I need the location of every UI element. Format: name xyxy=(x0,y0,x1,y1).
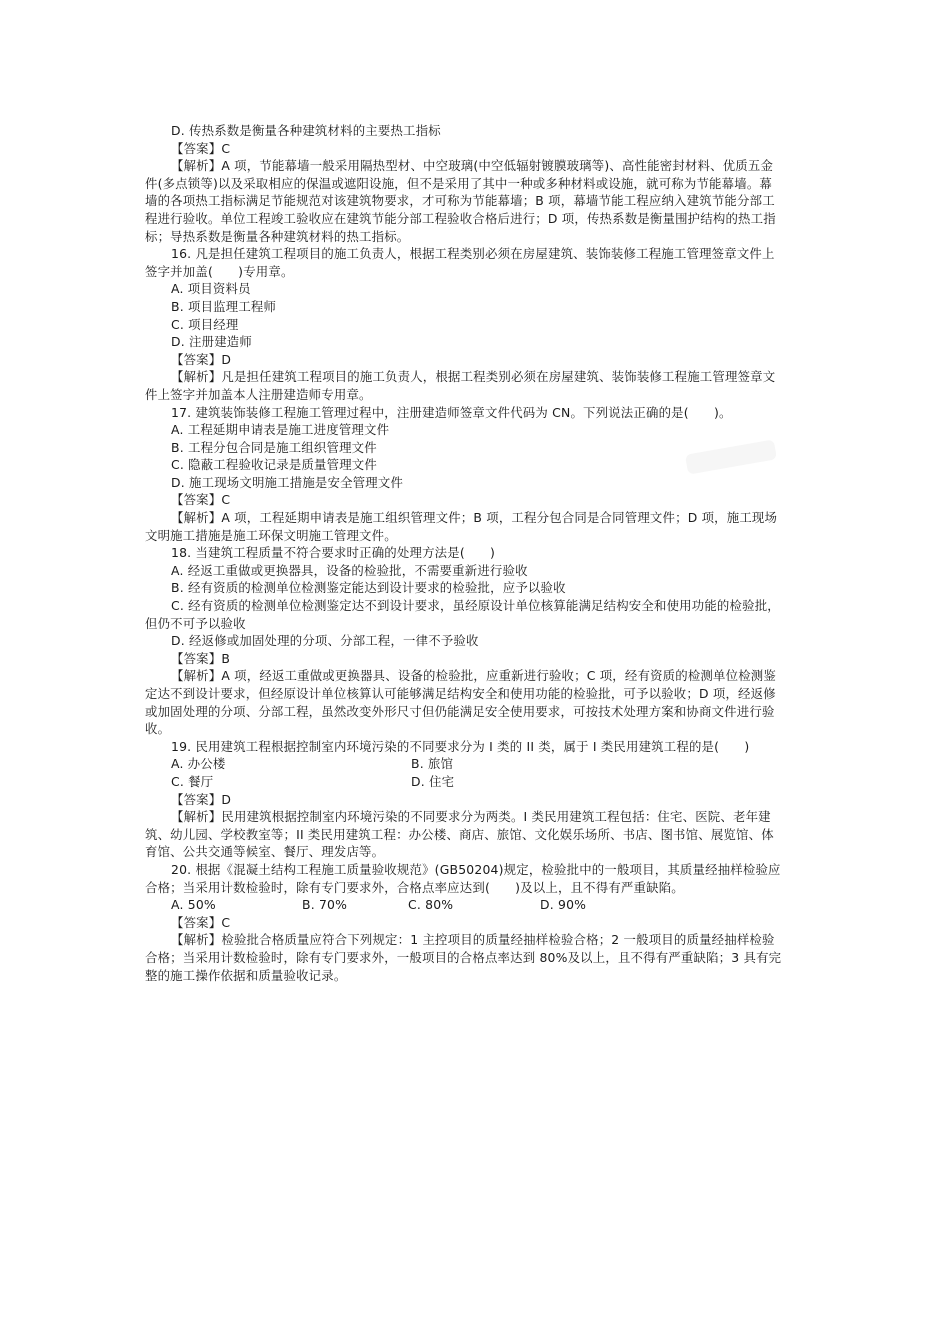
explanation-q15-line2: 件(多点锁等)以及采取相应的保温或遮阳设施，但不是采用了其中一种或多种材料或设施，就可称为节能幕墙。幕 xyxy=(145,175,773,191)
answer-q15: 【答案】C xyxy=(171,140,231,156)
answer-q20: 【答案】C xyxy=(171,914,231,930)
document-page xyxy=(145,122,810,984)
option-b-q18: B. 经有资质的检测单位检测鉴定能达到设计要求的检验批，应予以验收 xyxy=(171,580,566,596)
question-18: 18. 当建筑工程质量不符合要求时正确的处理方法是( ) xyxy=(171,545,496,561)
option-c-q18: C. 经有资质的检测单位检测鉴定达不到设计要求，虽经原设计单位核算能满足结构安全和使用功能的检验批， xyxy=(171,598,780,614)
explanation-q19-line2: 筑、幼儿园、学校教室等；II 类民用建筑工程：办公楼、商店、旅馆、文化娱乐场所、书店、图书馆、展览馆、体 xyxy=(145,826,774,842)
options-row-q20 xyxy=(145,896,810,914)
options-row2-q19 xyxy=(145,773,810,791)
option-a-q20: A. 50% xyxy=(171,897,216,913)
explanation-q15-line5: 标；导热系数是衡量各种建筑材料的热工指标。 xyxy=(145,228,410,244)
explanation-q20-line2: 合格；当采用计数检验时，除有专门要求外，一般项目的合格点率达到 80%及以上，且不得有严重缺陷；3 具有完 xyxy=(145,949,782,965)
question-17: 17. 建筑装饰装修工程施工管理过程中，注册建造师签章文件代码为 CN。下列说法正确的是( )。 xyxy=(171,404,732,420)
option-a-q18: A. 经返工重做或更换器具，设备的检验批，不需要重新进行验收 xyxy=(171,562,528,578)
explanation-q17: 【解析】A 项，工程延期申请表是施工组织管理文件；B 项，工程分包合同是合同管理文件；D 项，施工现场 xyxy=(171,510,778,526)
option-c-q19: C. 餐厅 xyxy=(171,773,214,789)
question-16-line2: 签字并加盖( )专用章。 xyxy=(145,263,294,279)
option-d-q15: D. 传热系数是衡量各种建筑材料的主要热工指标 xyxy=(171,123,441,138)
explanation-q15: 【解析】A 项，节能幕墙一般采用隔热型材、中空玻璃(中空低辐射镀膜玻璃等)、高性能密封材料、优质五金 xyxy=(171,158,774,174)
explanation-q15-line3: 墙的各项热工指标满足节能规范对该建筑物要求，才可称为节能幕墙；B 项，幕墙节能工程应纳入建筑节能分部工 xyxy=(145,193,775,209)
explanation-q20: 【解析】检验批合格质量应符合下列规定：1 主控项目的质量经抽样检验合格；2 一般项目的质量经抽样检验 xyxy=(171,932,775,948)
option-d-q18: D. 经返修或加固处理的分项、分部工程，一律不予验收 xyxy=(171,633,479,649)
explanation-q19: 【解析】民用建筑根据控制室内环境污染的不同要求分为两类。I 类民用建筑工程包括：住宅、医院、老年建 xyxy=(171,809,771,825)
options-row1-q19 xyxy=(145,755,810,773)
answer-q19: 【答案】D xyxy=(171,791,232,807)
option-c-q17: C. 隐蔽工程验收记录是质量管理文件 xyxy=(171,457,377,473)
explanation-q18-line2: 定达不到设计要求，但经原设计单位核算认可能够满足结构安全和使用功能的检验批，可予以验收；D 项，经返修 xyxy=(145,686,776,701)
question-20-line2: 合格；当采用计数检验时，除有专门要求外，合格点率应达到( )及以上，且不得有严重缺陷。 xyxy=(145,879,684,895)
option-d-q19: D. 住宅 xyxy=(411,773,455,789)
answer-q17: 【答案】C xyxy=(171,492,231,508)
explanation-q20-line3: 整的施工操作依据和质量验收记录。 xyxy=(145,967,347,983)
option-d-q17: D. 施工现场文明施工措施是安全管理文件 xyxy=(171,474,404,490)
option-b-q16: B. 项目监理工程师 xyxy=(171,298,277,314)
option-b-q17: B. 工程分包合同是施工组织管理文件 xyxy=(171,439,377,455)
option-a-q17: A. 工程延期申请表是施工进度管理文件 xyxy=(171,422,390,438)
answer-q16: 【答案】D xyxy=(171,351,232,367)
explanation-q18-line3: 或加固处理的分项、分部工程，虽然改变外形尺寸但仍能满足安全使用要求，可按技术处理方案和协商文件进行验 xyxy=(145,703,775,719)
option-a-q19: A. 办公楼 xyxy=(171,756,226,772)
option-b-q19: B. 旅馆 xyxy=(411,756,454,772)
option-a-q16: A. 项目资料员 xyxy=(171,281,251,297)
explanation-q15-line4: 程进行验收。单位工程竣工验收应在建筑节能分部工程验收合格后进行；D 项，传热系数是衡量围护结构的热工指 xyxy=(145,210,776,226)
question-19: 19. 民用建筑工程根据控制室内环境污染的不同要求分为 I 类的 II 类，属于 I 类民用建筑工程的是( ) xyxy=(171,738,750,754)
option-d-q16: D. 注册建造师 xyxy=(171,334,252,350)
question-16: 16. 凡是担任建筑工程项目的施工负责人，根据工程类别必须在房屋建筑、装饰装修工程施工管理签章文件上 xyxy=(171,246,775,262)
option-b-q20: B. 70% xyxy=(302,897,348,913)
option-c-q20: C. 80% xyxy=(408,897,454,913)
option-d-q20: D. 90% xyxy=(540,897,587,913)
answer-q18: 【答案】B xyxy=(171,650,231,666)
option-c-q16: C. 项目经理 xyxy=(171,316,239,332)
explanation-q18: 【解析】A 项，经返工重做或更换器具、设备的检验批，应重新进行验收；C 项，经有资质的检测单位检测鉴 xyxy=(171,668,776,684)
question-20: 20. 根据《混凝土结构工程施工质量验收规范》(GB50204)规定，检验批中的一般项目，其质量经抽样检验应 xyxy=(171,861,781,877)
explanation-q17-line2: 文明施工措施是施工环保文明施工管理文件。 xyxy=(145,527,397,543)
explanation-q16-line2: 件上签字并加盖本人注册建造师专用章。 xyxy=(145,386,372,402)
option-c-q18-line2: 但仍不可予以验收 xyxy=(145,615,246,631)
explanation-q16: 【解析】凡是担任建筑工程项目的施工负责人，根据工程类别必须在房屋建筑、装饰装修工程施工管理签章文 xyxy=(171,369,776,385)
explanation-q18-line4: 收。 xyxy=(145,721,171,737)
explanation-q19-line3: 育馆、公共交通等候室、餐厅、理发店等。 xyxy=(145,844,385,860)
